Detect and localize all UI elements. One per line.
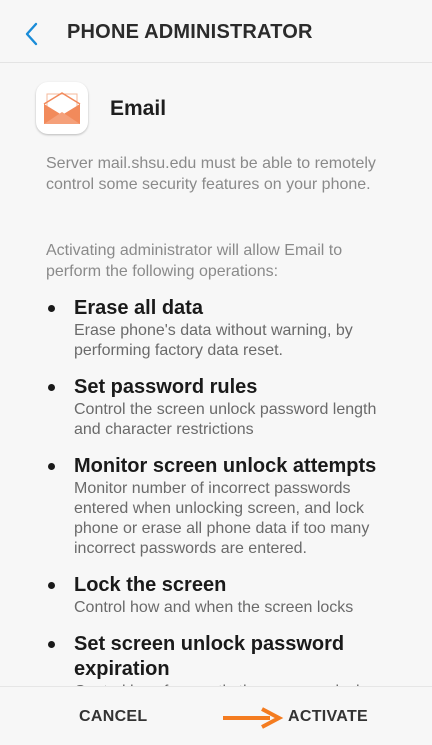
- list-item: [46, 296, 406, 361]
- bullet-icon: [48, 305, 55, 312]
- bullet-icon: [48, 463, 55, 470]
- list-item: [46, 375, 406, 440]
- permission-title: Set screen unlock password expiration: [74, 633, 345, 680]
- server-description: Server mail.shsu.edu must be able to remotely control some security features on your phone.: [46, 155, 376, 193]
- app-name: Email: [110, 97, 167, 120]
- permission-description: Control the screen unlock password length and character restrictions: [74, 401, 377, 438]
- bullet-icon: [48, 582, 55, 589]
- app-bar: [0, 0, 432, 63]
- button-bar: [0, 686, 432, 745]
- list-item: [46, 573, 406, 618]
- permission-title: Monitor screen unlock attempts: [74, 455, 377, 477]
- operations-intro: Activating administrator will allow Email to perform the following operations:: [46, 242, 343, 280]
- bullet-icon: [48, 384, 55, 391]
- permission-description: Monitor number of incorrect passwords entered when unlocking screen, and lock phone or erase all phone data if too many incorrect passwords are entered.: [74, 480, 370, 557]
- list-item: [46, 454, 406, 559]
- chevron-left-icon[interactable]: [22, 21, 42, 47]
- envelope-icon: [36, 82, 88, 134]
- permission-description: Control how and when the screen locks: [74, 599, 354, 616]
- bullet-icon: [48, 641, 55, 648]
- permission-description: Erase phone's data without warning, by performing factory data reset.: [74, 322, 353, 359]
- arrow-right-icon: [222, 707, 284, 729]
- cancel-button[interactable]: CANCEL: [79, 708, 148, 725]
- permission-title: Erase all data: [74, 297, 203, 319]
- permission-title: Set password rules: [74, 376, 258, 398]
- page-title: PHONE ADMINISTRATOR: [67, 21, 313, 43]
- activate-button[interactable]: ACTIVATE: [288, 708, 369, 725]
- permission-title: Lock the screen: [74, 574, 227, 596]
- permission-list: [46, 296, 406, 686]
